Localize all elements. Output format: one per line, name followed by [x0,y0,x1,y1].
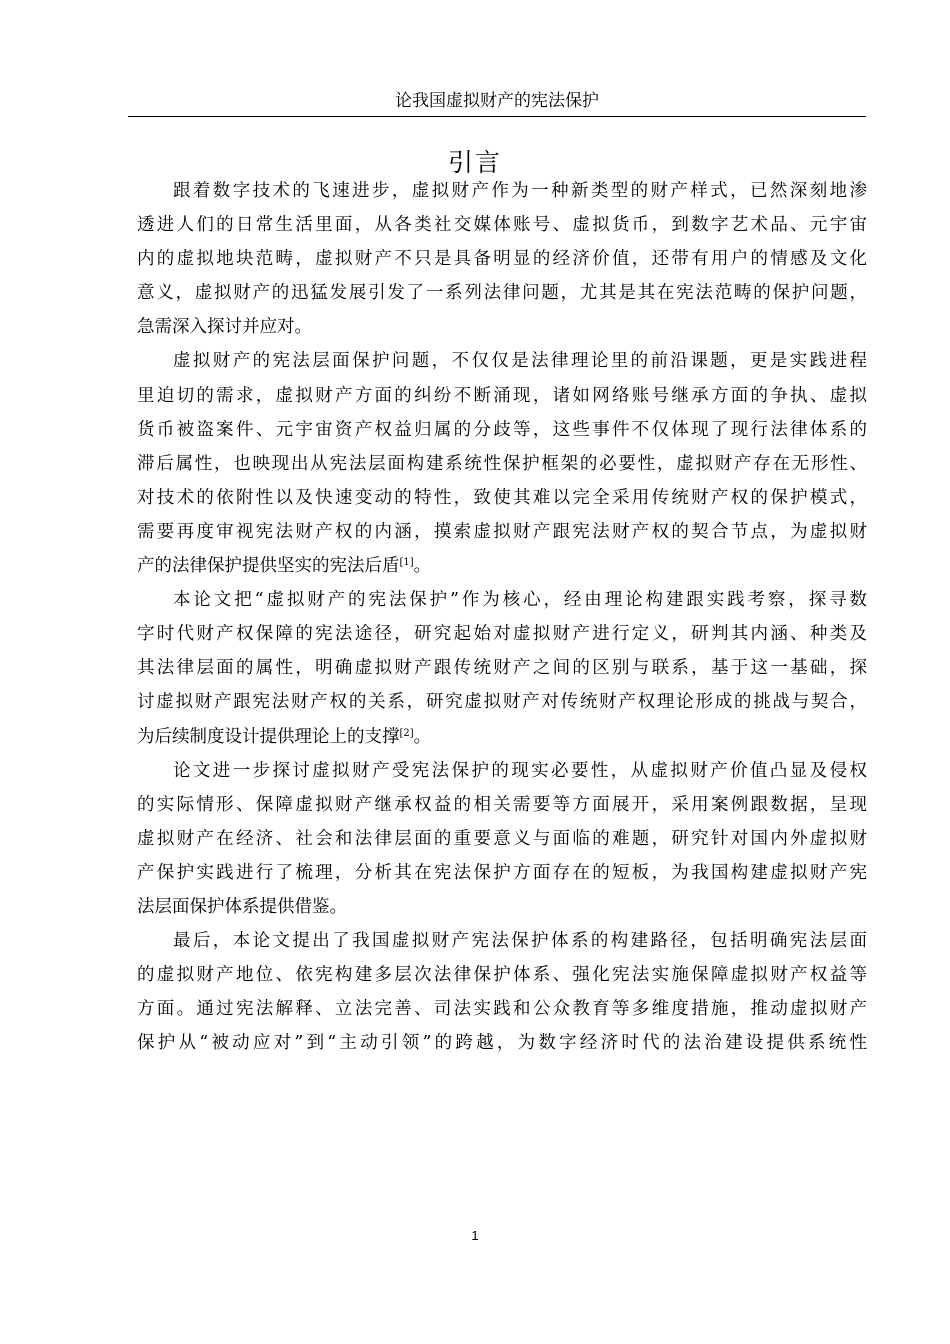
text-run: 为后续制度设计提供理论上的支撑 [137,726,400,747]
text-line: 对技术的依附性以及快速变动的特性，致使其难以完全采用传统财产权的保护模式， [137,487,867,508]
text-line: 意义，虚拟财产的迅猛发展引发了一系列法律问题，尤其是其在宪法范畴的保护问题， [137,283,867,304]
text-line: 其法律层面的属性，明确虚拟财产跟传统财产之间的区别与联系，基于这一基础，探 [137,658,867,679]
paragraph-4 [137,754,867,924]
text-line: 法层面保护体系提供借鉴。 [137,896,347,917]
citation-1: [1] [399,557,414,569]
body-text [137,174,867,1060]
section-title: 引言 [447,148,502,177]
text-line: 的实际情形、保障虚拟财产继承权益的相关需要等方面展开，采用案例跟数据，呈现 [137,794,867,815]
text-line: 最后，本论文提出了我国虚拟财产宪法保护体系的构建路径，包括明确宪法层面 [173,931,867,952]
text-line: 货币被盗案件、元宇宙资产权益归属的分歧等，这些事件不仅体现了现行法律体系的 [137,419,867,440]
text-run: 。 [413,726,432,747]
text-line: 论文进一步探讨虚拟财产受宪法保护的现实必要性，从虚拟财产价值凸显及侵权 [173,760,867,781]
text-line: 讨虚拟财产跟宪法财产权的关系，研究虚拟财产对传统财产权理论形成的挑战与契合， [137,692,867,713]
text-line: 内的虚拟地块范畴，虚拟财产不只是具备明显的经济价值，还带有用户的情感及文化 [137,249,867,270]
paragraph-2 [137,344,867,583]
text-line: 跟着数字技术的飞速进步，虚拟财产作为一种新类型的财产样式，已然深刻地渗 [173,181,867,201]
text-line: 需要再度审视宪法财产权的内涵，摸索虚拟财产跟宪法财产权的契合节点，为虚拟财 [137,521,867,542]
text-line: 方面。通过宪法解释、立法完善、司法实践和公众教育等多维度措施，推动虚拟财产 [137,999,867,1020]
text-line: 字时代财产权保障的宪法途径，研究起始对虚拟财产进行定义，研判其内涵、种类及 [137,624,867,645]
text-line: 的虚拟财产地位、依宪构建多层次法律保护体系、强化宪法实施保障虚拟财产权益等 [137,965,867,986]
paragraph-5 [137,924,867,1060]
text-run: 产的法律保护提供坚实的宪法后盾 [137,556,400,577]
running-header: 论我国虚拟财产的宪法保护 [128,88,866,117]
text-line: 滞后属性，也映现出从宪法层面构建系统性保护框架的必要性，虚拟财产存在无形性、 [137,453,867,474]
paragraph-3 [137,583,867,753]
text-line: 本论文把“虚拟财产的宪法保护”作为核心，经由理论构建跟实践考察，探寻数 [173,590,867,611]
text-line: 保护从“被动应对”到“主动引领”的跨越，为数字经济时代的法治建设提供系统性 [137,1033,867,1054]
page-number: 1 [471,1228,479,1243]
citation-2: [2] [399,727,414,739]
text-line: 虚拟财产在经济、社会和法律层面的重要意义与面临的难题，研究针对国内外虚拟财 [137,828,867,849]
paragraph-1 [137,174,867,344]
text-line: 虚拟财产的宪法层面保护问题，不仅仅是法律理论里的前沿课题，更是实践进程 [173,351,867,372]
text-line [137,549,867,583]
text-line: 里迫切的需求，虚拟财产方面的纠纷不断涌现，诸如网络账号继承方面的争执、虚拟 [137,385,867,406]
text-line: 透进人们的日常生活里面，从各类社交媒体账号、虚拟货币，到数字艺术品、元宇宙 [137,215,867,236]
text-line: 急需深入探讨并应对。 [137,317,312,338]
text-line [137,720,867,754]
text-line: 产保护实践进行了梳理，分析其在宪法保护方面存在的短板，为我国构建虚拟财产宪 [137,862,867,883]
text-run: 。 [413,556,432,577]
